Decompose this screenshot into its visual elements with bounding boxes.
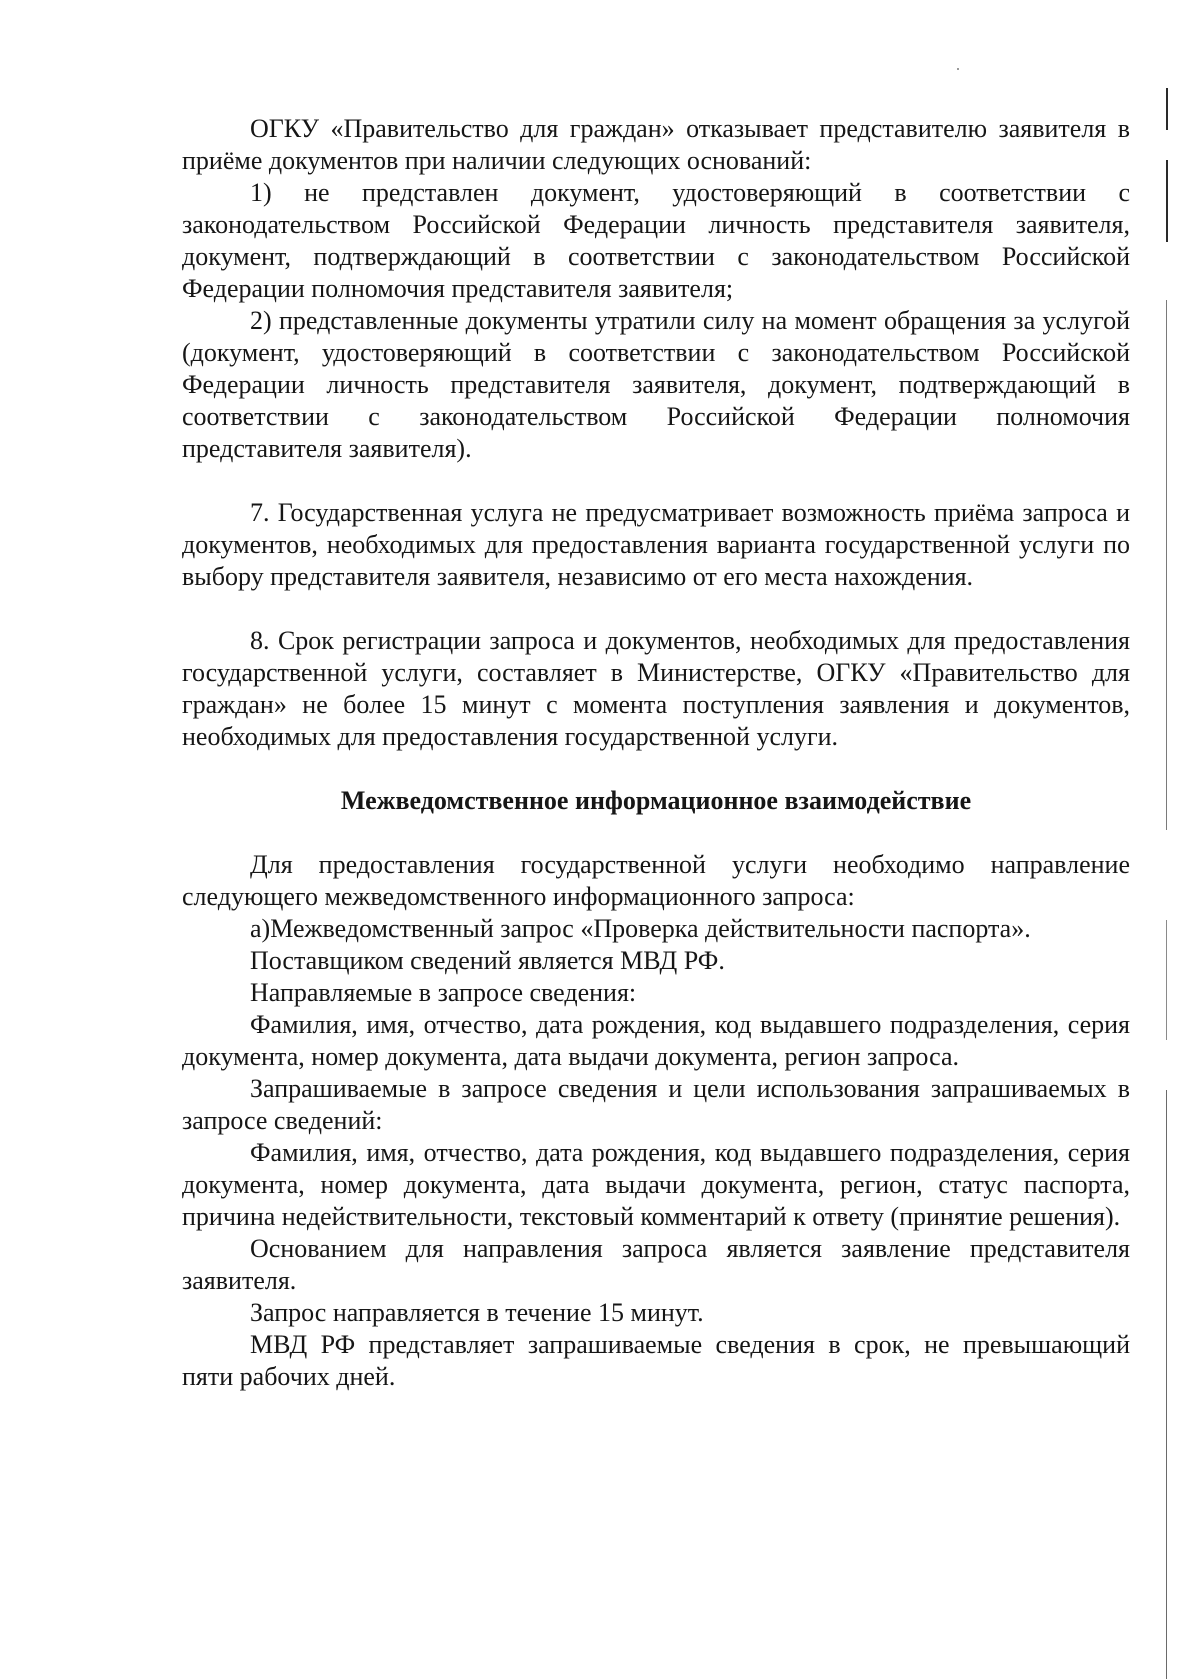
scan-edge-line	[1166, 1090, 1167, 1679]
paragraph-spacer	[182, 593, 1130, 625]
paragraph-timing: Запрос направляется в течение 15 минут.	[250, 1298, 704, 1327]
paragraph-refusal-intro: ОГКУ «Правительство для граждан» отказывает представителю заявителя в приёме документов при наличии следующих оснований:	[182, 114, 1130, 175]
document-body	[182, 113, 1130, 1393]
paragraph-basis: Основанием для направления запроса является заявление представителя заявителя.	[182, 1234, 1130, 1295]
paragraph-spacer	[182, 465, 1130, 497]
paragraph-refusal-ground-1: 1) не представлен документ, удостоверяющий в соответствии с законодательством Российской Федерации личность представителя заявителя, документ, подтверждающий в соответствии с законодательством Российской Федерации полномочия представителя заявителя;	[182, 178, 1130, 303]
paragraph-requested-data-label: Запрашиваемые в запросе сведения и цели использования запрашиваемых в запросе сведений:	[182, 1074, 1130, 1135]
scan-edge-line	[1166, 88, 1168, 130]
scan-edge-line	[1166, 920, 1167, 1040]
paragraph-refusal-ground-2: 2) представленные документы утратили силу на момент обращения за услугой (документ, удостоверяющий в соответствии с законодательством Российской Федерации личность представителя заявителя, документ, подтверждающий в соответствии с законодательством Российской Федерации полномочия представителя заявителя).	[182, 306, 1130, 463]
paragraph-interagency-intro: Для предоставления государственной услуги необходимо направление следующего межведомственного информационного запроса:	[182, 850, 1130, 911]
paragraph-sent-data-label: Направляемые в запросе сведения:	[250, 978, 637, 1007]
paragraph-sent-data: Фамилия, имя, отчество, дата рождения, код выдавшего подразделения, серия документа, номер документа, дата выдачи документа, регион запроса.	[182, 1010, 1130, 1071]
section-heading: Межведомственное информационное взаимодействие	[340, 786, 972, 815]
scan-speck	[957, 68, 959, 70]
paragraph-requested-data: Фамилия, имя, отчество, дата рождения, код выдавшего подразделения, серия документа, номер документа, дата выдачи документа, регион, статус паспорта, причина недействительности, текстовый комментарий к ответу (принятие решения).	[182, 1138, 1130, 1231]
paragraph-item-7: 7. Государственная услуга не предусматривает возможность приёма запроса и документов, необходимых для предоставления варианта государственной услуги по выбору представителя заявителя, независимо от его места нахождения.	[182, 498, 1130, 591]
paragraph-spacer	[182, 753, 1130, 785]
paragraph-provider: Поставщиком сведений является МВД РФ.	[250, 946, 725, 975]
paragraph-response-term: МВД РФ представляет запрашиваемые сведения в срок, не превышающий пяти рабочих дней.	[182, 1330, 1130, 1391]
paragraph-item-8: 8. Срок регистрации запроса и документов, необходимых для предоставления государственной услуги, составляет в Министерстве, ОГКУ «Правительство для граждан» не более 15 минут с момента поступления заявления и документов, необходимых для предоставления государственной услуги.	[182, 626, 1130, 751]
scan-edge-line	[1166, 300, 1167, 830]
paragraph-request-name: а)Межведомственный запрос «Проверка действительности паспорта».	[250, 914, 1031, 943]
scan-edge-line	[1166, 160, 1168, 242]
paragraph-spacer	[182, 817, 1130, 849]
